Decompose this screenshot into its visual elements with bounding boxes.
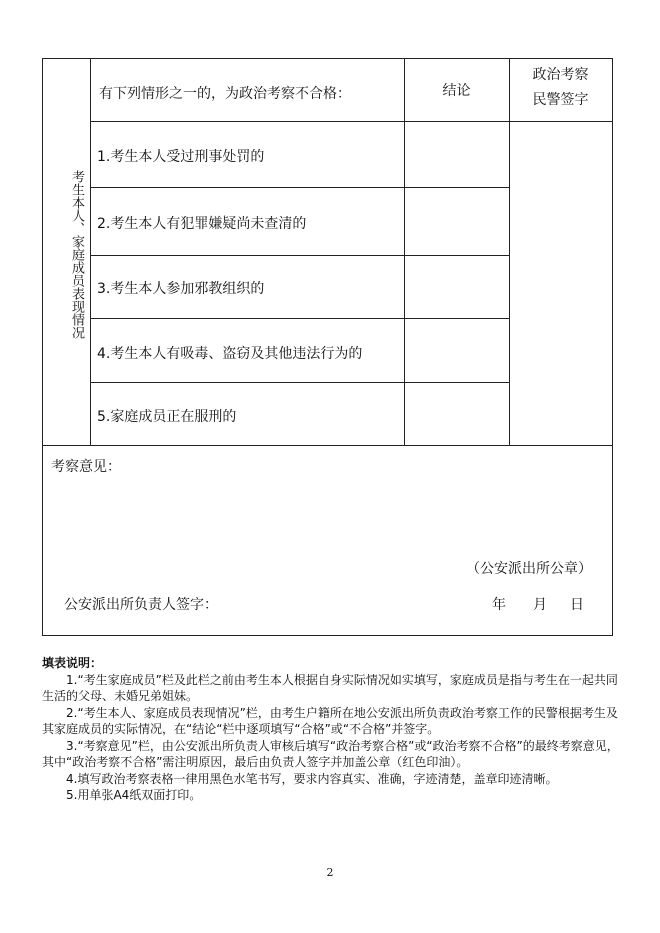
side-label: 考生本人、家庭成员表现情况: [69, 170, 84, 339]
row-line-3: [90, 255, 510, 256]
row-line-4: [90, 318, 510, 319]
conclusion-header: 结论: [442, 83, 471, 99]
signer-label: 公安派出所负责人签字：: [64, 597, 218, 613]
instruction-item: 4.填写政治考察表格一律用黑色水笔书写，要求内容真实、准确，字迹清楚，盖章印迹清晰。: [66, 771, 558, 786]
table-border-left: [42, 58, 43, 636]
criteria-row: 1.考生本人受过刑事处罚的: [97, 149, 265, 165]
row-line-opinion: [42, 445, 613, 446]
form-instructions: [42, 655, 622, 804]
date-month: 月: [533, 597, 547, 613]
table-border-bottom: [42, 635, 613, 636]
date-year: 年: [492, 597, 506, 613]
table-border-top: [42, 58, 613, 59]
table-border-right: [612, 58, 613, 636]
criteria-header: 有下列情形之一的，为政治考察不合格：: [99, 86, 351, 102]
instruction-item: 3.“考察意见”栏，由公安派出所负责人审核后填写“政治考察合格”或“政治考察不合格”的最终考察意见，其中“政治考察不合格”需注明原因，最后由负责人签字并加盖公章（红色印油）。: [42, 738, 619, 769]
divider-conclusion: [404, 58, 405, 446]
opinion-label: 考察意见：: [51, 459, 121, 475]
instruction-item: 2.“考生本人、家庭成员表现情况”栏，由考生户籍所在地公安派出所负责政治考察工作的民警根据考生及其家庭成员的实际情况，在“结论“栏中逐项填写“合格”或“不合格”并签字。: [42, 705, 618, 736]
date-day: 日: [570, 597, 584, 613]
row-line-2: [90, 187, 510, 188]
instructions-title: 填表说明：: [42, 656, 103, 670]
divider-side-label: [90, 58, 91, 446]
page-number: 2: [326, 866, 334, 879]
instruction-item: 5.用单张A4纸双面打印。: [66, 788, 202, 802]
criteria-row: 4.考生本人有吸毒、盗窃及其他违法行为的: [97, 346, 363, 362]
criteria-row: 2.考生本人有犯罪嫌疑尚未查清的: [97, 216, 307, 232]
criteria-row: 5.家庭成员正在服刑的: [97, 409, 237, 425]
seal-label: （公安派出所公章）: [466, 561, 592, 577]
criteria-row: 3.考生本人参加邪教组织的: [97, 281, 265, 297]
row-line-5: [90, 382, 510, 383]
divider-signature: [509, 58, 510, 446]
signature-header-line1: 政治考察: [532, 67, 589, 83]
signature-header-line2: 民警签字: [532, 92, 589, 108]
instruction-item: 1.“考生家庭成员”栏及此栏之前由考生本人根据自身实际情况如实填写，家庭成员是指与考生在一起共同生活的父母、未婚兄弟姐妹。: [42, 672, 618, 703]
row-line-1: [90, 121, 612, 122]
